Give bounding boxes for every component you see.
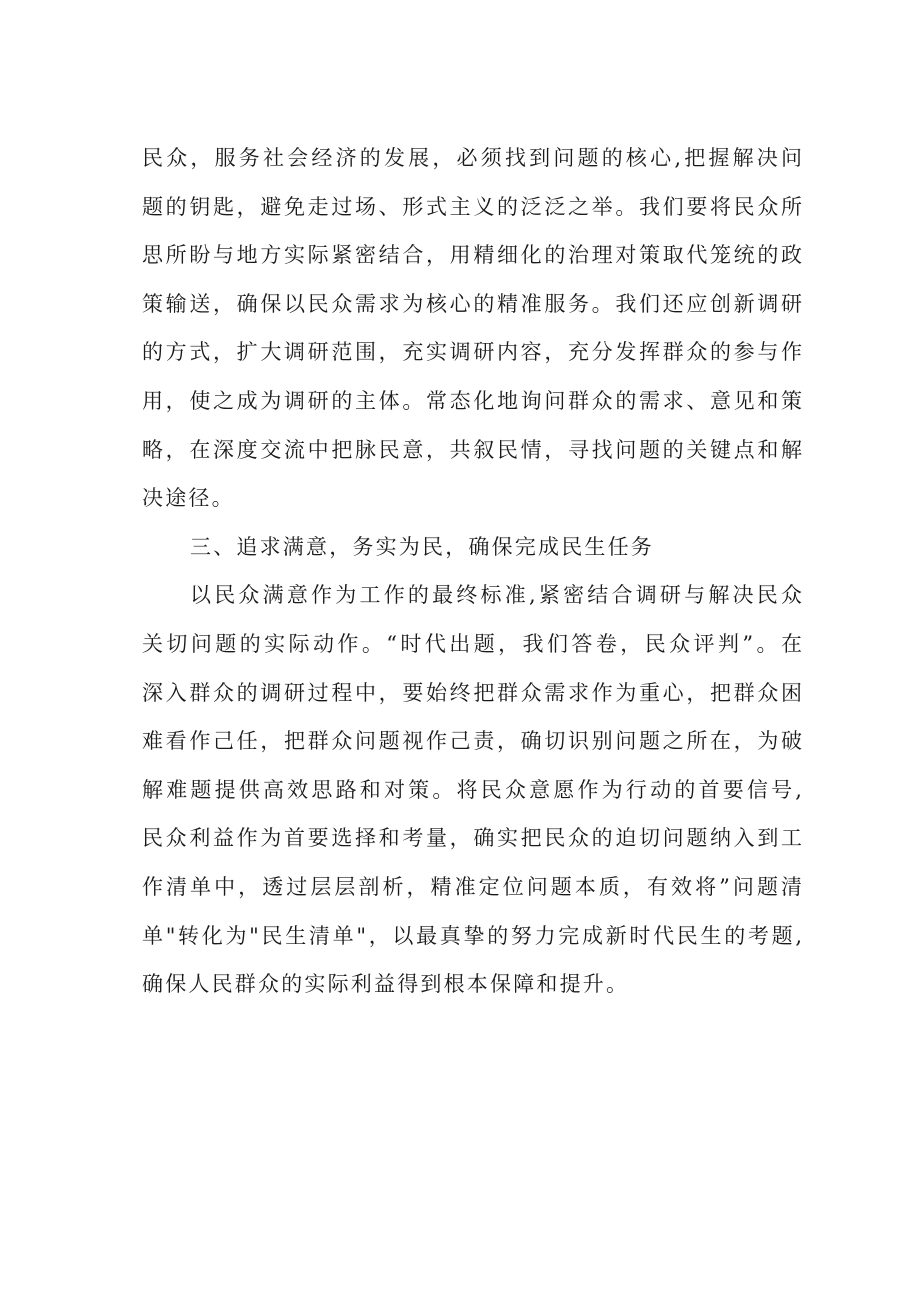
- paragraph-line: 决途径。: [142, 486, 235, 511]
- paragraph-line: 民众利益作为首要选择和考量，确实把民众的迫切问题纳入到工: [142, 826, 802, 851]
- paragraph-1: [142, 134, 802, 523]
- paragraph-line: 略，在深度交流中把脉民意，共叙民情，寻找问题的关键点和解: [142, 437, 802, 462]
- paragraph-line: 以民众满意作为工作的最终标准,紧密结合调研与解决民众: [190, 583, 802, 608]
- section-heading: 三、追求满意，务实为民，确保完成民生任务: [190, 534, 654, 559]
- paragraph-line: 的方式，扩大调研范围，充实调研内容，充分发挥群众的参与作: [142, 340, 802, 365]
- paragraph-line: 单"转化为"民生清单"，以最真挚的努力完成新时代民生的考题,: [142, 923, 802, 948]
- paragraph-line: 思所盼与地方实际紧密结合，用精细化的治理对策取代笼统的政: [142, 243, 802, 268]
- paragraph-line: 策输送，确保以民众需求为核心的精准服务。我们还应创新调研: [142, 291, 802, 316]
- paragraph-line: 作清单中，透过层层剖析，精准定位问题本质，有效将”问题清: [142, 874, 802, 899]
- paragraph-line: 用，使之成为调研的主体。常态化地询问群众的需求、意见和策: [142, 388, 802, 413]
- paragraph-line: 关切问题的实际动作。“时代出题，我们答卷，民众评判”。在: [142, 631, 802, 656]
- paragraph-2: [142, 571, 802, 1008]
- paragraph-line: 确保人民群众的实际利益得到根本保障和提升。: [142, 972, 630, 997]
- paragraph-line: 难看作己任，把群众问题视作己责，确切识别问题之所在，为破: [142, 729, 802, 754]
- paragraph-line: 解难题提供高效思路和对策。将民众意愿作为行动的首要信号,: [142, 777, 802, 802]
- paragraph-line: 题的钥匙，避免走过场、形式主义的泛泛之举。我们要将民众所: [142, 194, 802, 219]
- document-body: [142, 134, 802, 1009]
- paragraph-line: 深入群众的调研过程中，要始终把群众需求作为重心，把群众困: [142, 680, 802, 705]
- paragraph-line: 民众，服务社会经济的发展，必须找到问题的核心,把握解决问: [142, 146, 802, 170]
